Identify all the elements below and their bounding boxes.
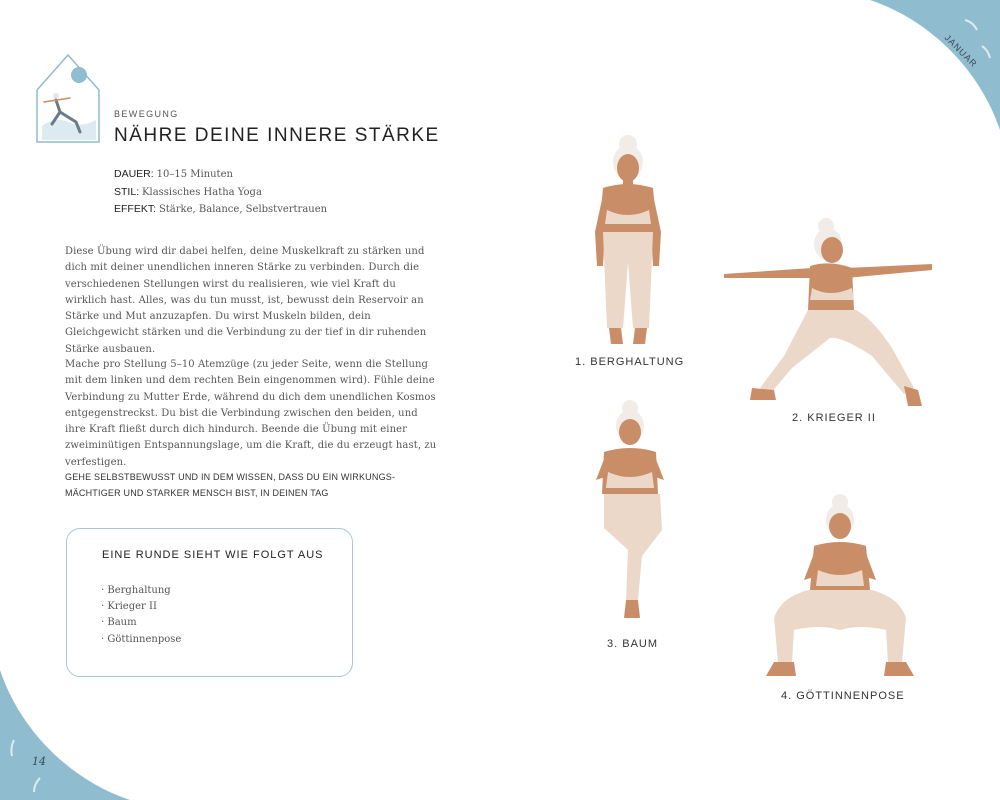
- meta-style: STIL: Klassisches Hatha Yoga: [114, 185, 262, 198]
- list-item: · Baum: [101, 617, 137, 629]
- corner-decoration-bottom: [0, 670, 130, 800]
- goddess-pose-figure: [760, 494, 920, 682]
- pose-label-warrior: 2. KRIEGER II: [792, 412, 876, 424]
- page-title: NÄHRE DEINE INNERE STÄRKE: [114, 125, 440, 146]
- body-paragraph-2: Mache pro Stellung 5–10 Atemzüge (zu jeder Seite, wenn die Stellung mit dem linken und dem rechten Bein eingenommen wird). Fühle deine Verbindung zu Mutter Erde, während du dich dem unendlichen Kosmos entgegenstreckst. Du bist die Verbindung zwischen den beiden, und ihre Kraft fließt durch dich hindurch. Beende die Übung mit einer zweiminütigen Entspannungslage, um die Kraft, die du erzeugt hast, zu verfestigen.: [65, 359, 437, 468]
- round-sequence-box: [66, 528, 353, 677]
- round-pose-list: [101, 583, 181, 648]
- pose-label-tree: 3. BAUM: [607, 638, 659, 650]
- yoga-house-emblem-icon: [34, 52, 102, 148]
- month-label: JANUAR: [942, 32, 980, 70]
- list-item: · Krieger II: [101, 601, 157, 613]
- meta-duration: DAUER: 10–15 Minuten: [114, 168, 233, 180]
- meta-info: [114, 166, 327, 219]
- body-paragraph-1: Diese Übung wird dir dabei helfen, deine Muskelkraft zu stärken und dich mit deiner unendlichen inneren Stärke zu verbinden. Durch die verschiedenen Stellungen wirst du realisieren, wie viel Kraft du wirklich hast. Alles, was du tun musst, ist, bewusst dein Reservoir an Stärke und Mut anzuzapfen. Du wirst Muskeln bilden, dein Gleichgewicht stärken und die Verbindung zu der tief in dir ruhenden Stärke ausbauen.: [65, 246, 427, 355]
- list-item: · Göttinnenpose: [101, 633, 182, 645]
- round-box-title: EINE RUNDE SIEHT WIE FOLGT AUS: [102, 549, 324, 561]
- call-to-action: GEHE SELBSTBEWUSST UND IN DEM WISSEN, DASS DU EIN WIRKUNGSMÄCHTIGER UND STARKER MENSCH BIST, IN DEINEN TAG: [65, 472, 395, 498]
- mountain-pose-figure: [585, 132, 675, 352]
- list-item: · Berghaltung: [101, 585, 171, 596]
- tree-pose-figure: [590, 400, 670, 626]
- pose-label-goddess: 4. GÖTTINNENPOSE: [781, 690, 905, 702]
- page-number: 14: [32, 755, 46, 768]
- corner-decoration-top: [870, 0, 1000, 130]
- section-category: BEWEGUNG: [114, 109, 179, 119]
- meta-effect: EFFEKT: Stärke, Balance, Selbstvertrauen: [114, 203, 328, 215]
- pose-label-mountain: 1. BERGHALTUNG: [575, 356, 685, 368]
- warrior-two-pose-figure: [722, 218, 936, 410]
